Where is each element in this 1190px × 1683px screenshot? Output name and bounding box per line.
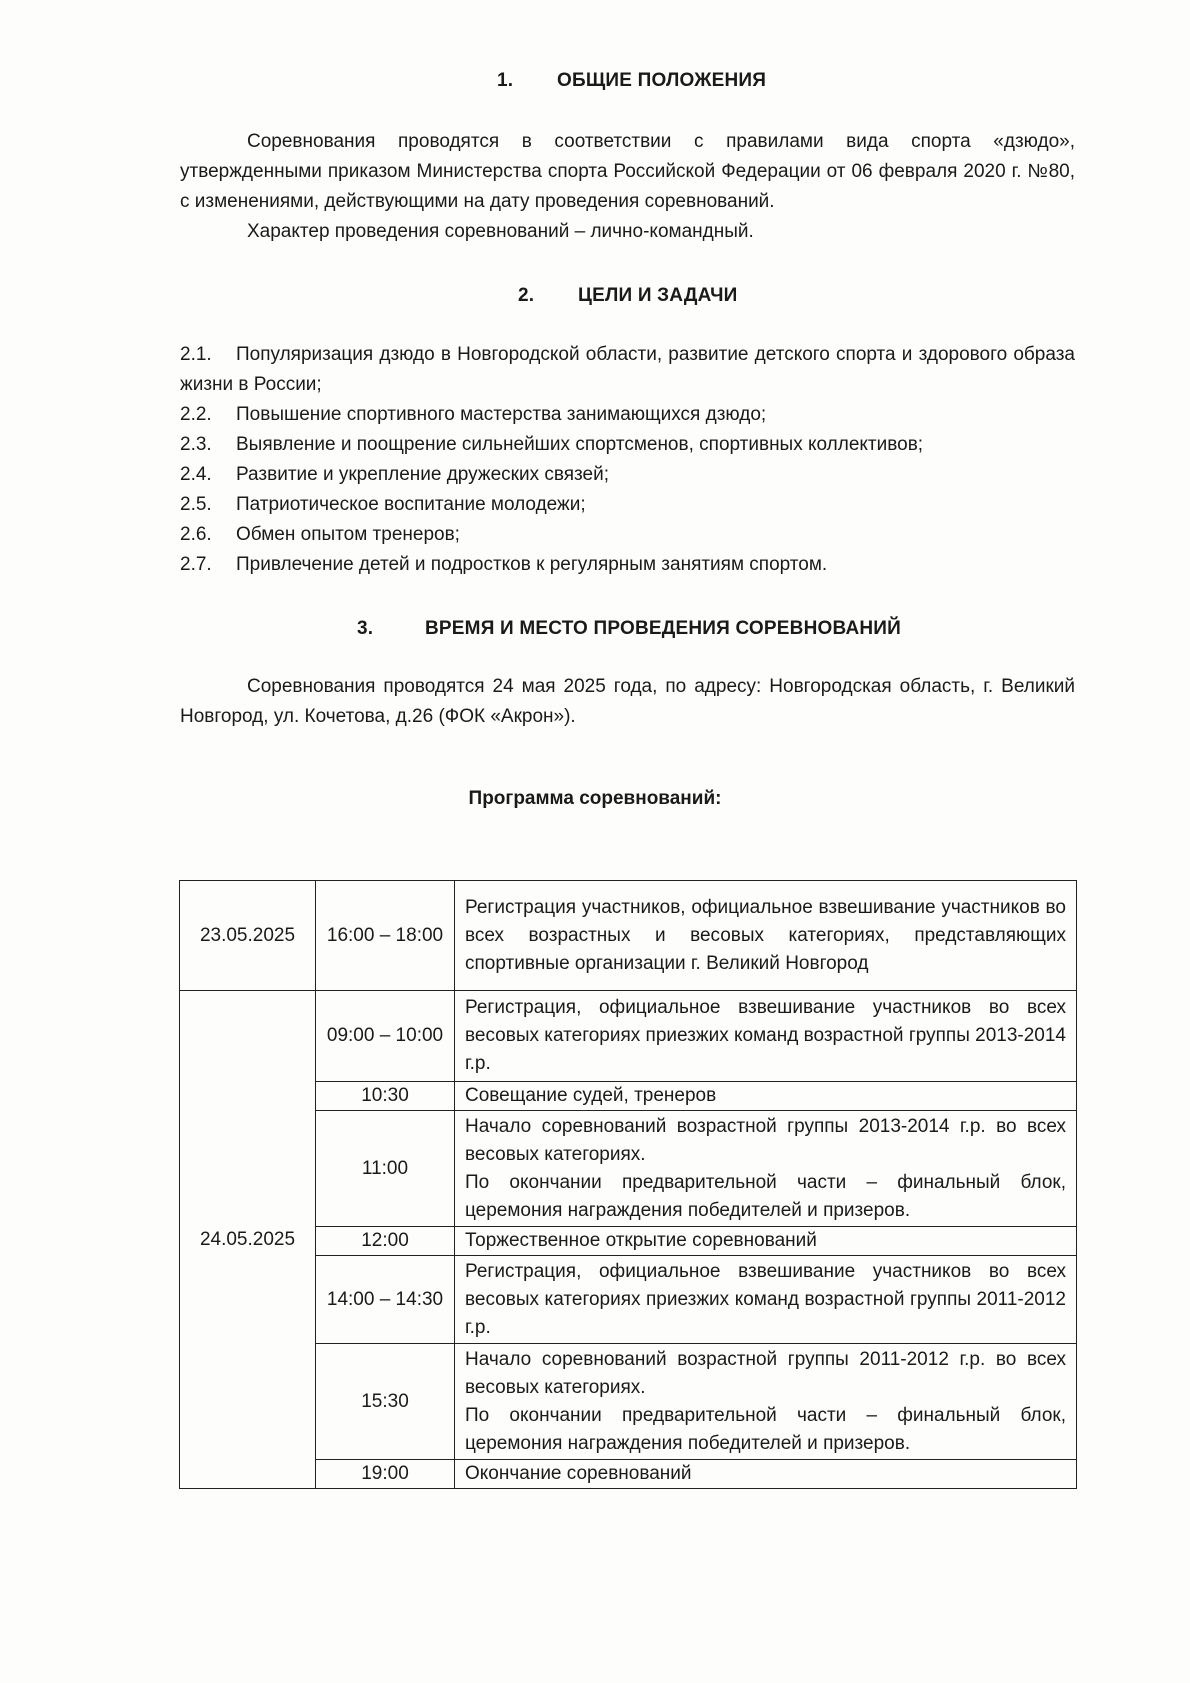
goals-list [180,340,1075,580]
description-cell [455,1111,1077,1227]
item-text: Привлечение детей и подростков к регулярным занятиям спортом. [236,554,828,575]
description-line: По окончании предварительной части – финальный блок, церемония награждения победителей и призеров. [465,1171,1066,1221]
general-provisions-text [180,127,1075,247]
date-cell: 23.05.2025 [180,881,316,991]
description-cell: Регистрация, официальное взвешивание участников во всех весовых категориях приезжих команд возрастной группы 2013-2014 г.р. [455,991,1077,1082]
section-number: 3. [357,618,374,639]
venue-text [180,672,1075,732]
time-cell: 09:00 – 10:00 [316,991,455,1082]
list-item [180,400,1075,430]
paragraph: Соревнования проводятся 24 мая 2025 года, по адресу: Новгородская область, г. Великий Новгород, ул. Кочетова, д.26 (ФОК «Акрон»). [180,676,1075,727]
description-cell: Регистрация, официальное взвешивание участников во всех весовых категориях приезжих команд возрастной группы 2011-2012 г.р. [455,1256,1077,1344]
item-number: 2.1. [180,344,212,365]
list-item [180,340,1075,400]
paragraph: Характер проведения соревнований – лично-командный. [247,221,754,242]
description-line: По окончании предварительной части – финальный блок, церемония награждения победителей и призеров. [465,1404,1066,1454]
item-number: 2.2. [180,404,212,425]
description-cell: Торжественное открытие соревнований [455,1227,1077,1256]
description-cell [455,1344,1077,1460]
item-number: 2.3. [180,434,212,455]
list-item [180,460,1075,490]
item-text: Обмен опытом тренеров; [236,524,460,545]
description-cell: Регистрация участников, официальное взвешивание участников во всех возрастных и весовых категориях, представляющих спортивные организации г. Великий Новгород [455,881,1077,991]
section-number: 2. [518,285,535,306]
program-title: Программа соревнований: [468,788,722,809]
time-cell: 15:30 [316,1344,455,1460]
list-item [180,550,1075,580]
description-cell: Окончание соревнований [455,1460,1077,1489]
item-text: Выявление и поощрение сильнейших спортсменов, спортивных коллективов; [236,434,924,455]
section-title: ОБЩИЕ ПОЛОЖЕНИЯ [557,70,767,91]
table-row [180,991,1077,1082]
time-cell: 14:00 – 14:30 [316,1256,455,1344]
item-number: 2.6. [180,524,212,545]
time-cell: 10:30 [316,1082,455,1111]
date-cell: 24.05.2025 [180,991,316,1489]
list-item [180,520,1075,550]
item-number: 2.7. [180,554,212,575]
item-text: Развитие и укрепление дружеских связей; [236,464,609,485]
section-heading-1 [497,70,766,92]
description-line: Начало соревнований возрастной группы 2011-2012 г.р. во всех весовых категориях. [465,1348,1066,1398]
paragraph: Соревнования проводятся в соответствии с правилами вида спорта «дзюдо», утвержденными приказом Министерства спорта Российской Федерации от 06 февраля 2020 г. №80, с изменениями, действующими на дату проведения соревнований. [180,131,1075,212]
section-heading-3 [357,618,901,640]
section-heading-2 [518,285,738,307]
time-cell: 19:00 [316,1460,455,1489]
item-text: Патриотическое воспитание молодежи; [236,494,586,515]
item-number: 2.5. [180,494,212,515]
table-row [180,881,1077,991]
list-item [180,490,1075,520]
section-title: ВРЕМЯ И МЕСТО ПРОВЕДЕНИЯ СОРЕВНОВАНИЙ [425,618,901,639]
item-number: 2.4. [180,464,212,485]
time-cell: 11:00 [316,1111,455,1227]
description-cell: Совещание судей, тренеров [455,1082,1077,1111]
section-title: ЦЕЛИ И ЗАДАЧИ [578,285,738,306]
item-text: Популяризация дзюдо в Новгородской области, развитие детского спорта и здорового образа жизни в России; [180,344,1075,395]
time-cell: 16:00 – 18:00 [316,881,455,991]
section-number: 1. [497,70,514,91]
program-table [179,880,1077,1489]
time-cell: 12:00 [316,1227,455,1256]
list-item [180,430,1075,460]
description-line: Начало соревнований возрастной группы 2013-2014 г.р. во всех весовых категориях. [465,1115,1066,1165]
item-text: Повышение спортивного мастерства занимающихся дзюдо; [236,404,767,425]
